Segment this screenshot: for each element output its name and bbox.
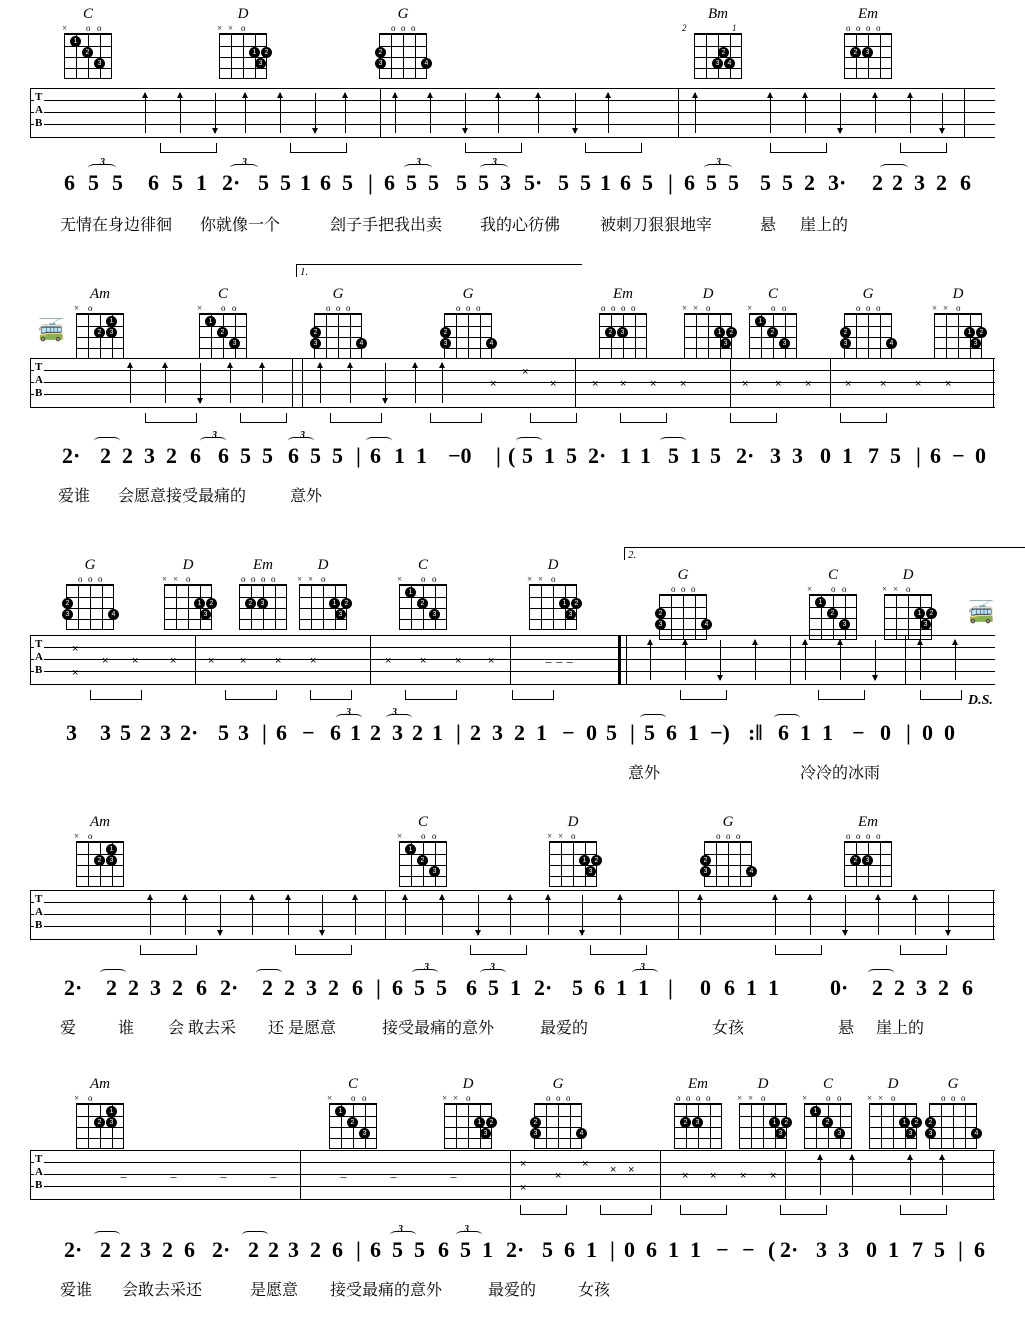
- chord-grid: 1 2 3: [804, 1103, 852, 1149]
- chord-diagram: [735, 1076, 791, 1149]
- chord-string-marks: o o o: [856, 303, 881, 313]
- chord-grid: 2 3 4: [66, 584, 114, 630]
- chord-grid: 1 2 3: [444, 1103, 492, 1149]
- chord-diagram: [325, 1076, 381, 1149]
- system-5: Am × o 1 2 3 C × o o 1 2 3 D × × o 1 2 3 G o o o 2 3 4 Em o o o o 2 3 D × × o 1 2 3 C × o o 1 2 3 D × × o 1 2 3 G o o o 2 3 4 T A B − − − − − − − × × × × × × × × × × 2· 2 2 3 2 6 2· 2 2 3 2 6 | 6 5 5 6 5 1 2· 5 6 1 | 0 6 1 1 − − ( 2· 3 3 0 1 7 5 | 3 3 6 爱谁 会敢去采还 是愿意 接受最痛的意外 最爱的 女孩: [0, 1062, 1025, 1318]
- chord-diagram: [395, 814, 451, 887]
- volta-label: 1.: [300, 266, 309, 278]
- chord-name: G: [84, 557, 96, 573]
- tab-clef-label: T A B: [35, 361, 43, 399]
- chord-grid: 1 2 3: [399, 841, 447, 887]
- chord-string-marks: × × o: [162, 574, 191, 584]
- chord-string-marks: × × o: [297, 574, 326, 584]
- chord-diagram: [440, 286, 496, 359]
- chord-name: C: [827, 567, 838, 583]
- chord-diagram: [310, 286, 366, 359]
- segno-sign: 🚎: [968, 600, 995, 624]
- chord-string-marks: × o o: [197, 303, 237, 313]
- chord-string-marks: × o: [74, 303, 93, 313]
- chord-diagram: [72, 286, 128, 359]
- chord-string-marks: × o o: [327, 1093, 367, 1103]
- chord-grid: 2 3: [674, 1103, 722, 1149]
- chord-name: G: [862, 286, 874, 302]
- chord-diagram: [655, 567, 711, 640]
- chord-grid: 1 2 3: [809, 594, 857, 640]
- chord-diagram: [395, 557, 451, 630]
- chord-diagram: [72, 814, 128, 887]
- chord-grid: 2 3 4: [444, 313, 492, 359]
- chord-diagram: [800, 1076, 856, 1149]
- chord-string-marks: × × o: [682, 303, 711, 313]
- chord-string-marks: o o o: [546, 1093, 571, 1103]
- chord-name: Em: [688, 1076, 708, 1092]
- tab-clef-label: T A B: [35, 91, 43, 129]
- chord-diagram: [545, 814, 601, 887]
- chord-name: Am: [90, 1076, 110, 1092]
- chord-name: C: [822, 1076, 833, 1092]
- volta-bracket-1: [296, 264, 582, 277]
- chord-name: C: [417, 814, 428, 830]
- chord-string-marks: × o: [74, 1093, 93, 1103]
- chord-grid: 1 2 3: [549, 841, 597, 887]
- chord-grid: 1 2 3: [869, 1103, 917, 1149]
- chord-diagram: [840, 6, 896, 79]
- chord-string-marks: × o o: [62, 23, 102, 33]
- chord-string-marks: o o o: [941, 1093, 966, 1103]
- chord-grid: 2 3: [844, 33, 892, 79]
- system-4: Am × o 1 2 3 C × o o 1 2 3 D × × o 1 2 3 G o o o 2 3 4 Em o o o o 2 3 T A B 2· 2 2 3 2 6 2· 2 2 3 2 6 | 6 5 5 6 5 1 2· 5 6 1 1 | 0 6 1 1 0· 2 2 3 2 6 3 3 3 爱 谁 会 敢去采 还 是愿意 接受最痛的意外 最爱的 女孩 悬 崖上的: [0, 800, 1025, 1060]
- chord-diagram: [745, 286, 801, 359]
- chord-grid: 3 4 2: [694, 33, 742, 79]
- chord-grid: 1 2 3: [749, 313, 797, 359]
- chord-diagram: [235, 557, 291, 630]
- chord-grid: 1 2 3: [529, 584, 577, 630]
- chord-name: Em: [858, 814, 878, 830]
- chord-diagram: [880, 567, 936, 640]
- chord-diagram: [375, 6, 431, 79]
- chord-grid: 1 2 3: [219, 33, 267, 79]
- chord-diagram: [930, 286, 986, 359]
- chord-name: G: [677, 567, 689, 583]
- chord-string-marks: × × o: [737, 1093, 766, 1103]
- chord-diagram: [680, 286, 736, 359]
- tab-staff: T A B − − − − − − − × × × × × × × × × ×: [30, 1150, 995, 1200]
- tab-clef-label: T A B: [35, 1153, 43, 1191]
- chord-name: G: [722, 814, 734, 830]
- chord-name: D: [182, 557, 194, 573]
- chord-diagram: [595, 286, 651, 359]
- chord-name: Em: [858, 6, 878, 22]
- chord-string-marks: o o o: [326, 303, 351, 313]
- chord-diagram: [62, 557, 118, 630]
- chord-string-marks: × o o: [397, 574, 437, 584]
- chord-grid: 1 2 3: [684, 313, 732, 359]
- chord-grid: 1 2 3: [164, 584, 212, 630]
- chord-name: D: [317, 557, 329, 573]
- chord-string-marks: o o o: [716, 831, 741, 841]
- chord-diagram: [670, 1076, 726, 1149]
- chord-grid: 1 2 3: [64, 33, 112, 79]
- chord-grid: 2 3 4: [314, 313, 362, 359]
- chord-string-marks: o o o: [456, 303, 481, 313]
- tab-staff: [30, 88, 995, 138]
- chord-string-marks: × × o: [867, 1093, 896, 1103]
- chord-name: D: [757, 1076, 769, 1092]
- chord-name: Em: [613, 286, 633, 302]
- chord-grid: 1 2 3: [934, 313, 982, 359]
- chord-diagram: [840, 814, 896, 887]
- chord-name: G: [332, 286, 344, 302]
- chord-grid: 2 3 4: [929, 1103, 977, 1149]
- chord-name: G: [552, 1076, 564, 1092]
- chord-string-marks: × o: [74, 831, 93, 841]
- chord-string-marks: o o o: [671, 584, 696, 594]
- chord-grid: 2 3 4: [534, 1103, 582, 1149]
- chord-grid: 1 2 3: [399, 584, 447, 630]
- chord-string-marks: o o o: [391, 23, 416, 33]
- chord-diagram: [195, 286, 251, 359]
- chord-grid: 1 2 3: [329, 1103, 377, 1149]
- system-2: 1. 🚎 Am × o 1 2 3 C × o o 1 2 3 G o o o 2 3 4 G o o o 2 3 4 Em o o o o 2 3 D × × o 1 2 3 C × o o 1 2 3 G o o o 2 3 4 D × × o 1 2 3 T A B × × × × × × × × × × × × × × 2· 2 2 3 2 6 6 5 5 6 5 5 | 6 1 1 −0 | ( 5 1 5 2· 1 1 5 1 5 2· 3 3 0 1 7 5 | 6 − 3 3 0 爱谁 会愿意接受最痛的 意外: [0, 258, 1025, 513]
- chord-name: C: [217, 286, 228, 302]
- chord-name: D: [462, 1076, 474, 1092]
- tab-staff: T A B × × × × × × × × × × × × × − − −: [30, 635, 995, 685]
- chord-diagram: [160, 557, 216, 630]
- chord-diagram: [215, 6, 271, 79]
- ds-marking: D.S.: [968, 693, 993, 708]
- chord-string-marks: × × o: [882, 584, 911, 594]
- chord-diagram: [700, 814, 756, 887]
- chord-string-marks: o o o o: [601, 303, 636, 313]
- chord-string-marks: o o o: [78, 574, 103, 584]
- chord-string-marks: × × o: [547, 831, 576, 841]
- chord-grid: 1 2 3: [739, 1103, 787, 1149]
- chord-grid: 2 3 4: [379, 33, 427, 79]
- chord-diagram: [72, 1076, 128, 1149]
- chord-string-marks: × o o: [747, 303, 787, 313]
- chord-diagram: [682, 6, 746, 79]
- chord-name: G: [947, 1076, 959, 1092]
- chord-name: Am: [90, 814, 110, 830]
- chord-name: D: [237, 6, 249, 22]
- chord-grid: 1 2 3: [884, 594, 932, 640]
- tab-clef-label: T A B: [35, 638, 43, 676]
- chord-string-marks: × o o: [397, 831, 437, 841]
- chord-name: D: [887, 1076, 899, 1092]
- chord-name: Em: [253, 557, 273, 573]
- chord-diagram: [865, 1076, 921, 1149]
- chord-grid: 1 2 3: [76, 313, 124, 359]
- chord-name: C: [417, 557, 428, 573]
- chord-name: C: [767, 286, 778, 302]
- chord-grid: 1 2 3: [299, 584, 347, 630]
- tab-staff: [30, 890, 995, 940]
- system-3: 2. 🚎 D.S. G o o o 2 3 4 D × × o 1 2 3 Em o o o o 2 3 D × × o 1 2 3 C × o o 1 2 3 D × × o 1 2 3 G o o o 2 3 4 C × o o 1 2 3 D × × o 1 2 3 T A B × × × × × × × × × × × × × − − − 3 3 5 2 3 2· 5 3 | 6 − 6 1 2 3 2 1 | 2 3 2 1 − 0 5 | 5 6 1 −) :‖ 6 1 1 − 0 | 3 3 0 0 意外 冷冷的冰雨: [0, 525, 1025, 790]
- chord-diagram: [925, 1076, 981, 1149]
- chord-grid: 2 3: [844, 841, 892, 887]
- segno-sign: 🚎: [38, 318, 65, 342]
- chord-string-marks: o o o o: [846, 831, 881, 841]
- chord-grid: 1 2 3: [199, 313, 247, 359]
- chord-diagram: [440, 1076, 496, 1149]
- chord-string-marks: × o o: [802, 1093, 842, 1103]
- tab-staff: T A B × × × × × × × × × × × × × ×: [30, 358, 995, 408]
- chord-grid: 2 3: [239, 584, 287, 630]
- chord-name: C: [82, 6, 93, 22]
- system-1: C × o o 1 2 3 D × × o 1 2 3 G o o o 2 3 4 Bm 2 1 3 4 2 Em o o o o 2 3 T A B 6 5 5 6 5 1 2· 5 5 1 6 5 | 6 5 5 5 5 3 5· 5 5 1 6 5 | 6 5 5 5 5 2 3· 2 2 3 2 6 3 3 3 3 3 无情在身边徘徊 你就像一个 刽子手把我出卖 我的心彷佛 被刺刀狠狠地宰 悬 崖上的: [0, 0, 1025, 250]
- chord-name: Am: [90, 286, 110, 302]
- chord-name: Bm: [708, 6, 728, 22]
- volta-bracket-2: [624, 547, 1025, 560]
- chord-diagram: [805, 567, 861, 640]
- chord-name: D: [952, 286, 964, 302]
- chord-string-marks: o o o o: [241, 574, 276, 584]
- tab-clef-label: T A B: [35, 893, 43, 931]
- chord-string-marks: × × o: [442, 1093, 471, 1103]
- chord-name: D: [567, 814, 579, 830]
- chord-name: D: [547, 557, 559, 573]
- chord-string-marks: × × o: [217, 23, 246, 33]
- chord-grid: 2 3 4: [704, 841, 752, 887]
- volta-label: 2.: [628, 549, 637, 561]
- chord-grid: 2 3 4: [659, 594, 707, 640]
- chord-name: D: [702, 286, 714, 302]
- chord-string-marks: × × o: [527, 574, 556, 584]
- chord-grid: 2 3 4: [844, 313, 892, 359]
- chord-diagram: [840, 286, 896, 359]
- chord-name: G: [397, 6, 409, 22]
- chord-string-marks: o o o o: [846, 23, 881, 33]
- chord-string-marks: × × o: [932, 303, 961, 313]
- chord-diagram: [60, 6, 116, 79]
- chord-grid: 1 2 3: [76, 841, 124, 887]
- chord-string-marks: × o o: [807, 584, 847, 594]
- chord-diagram: [525, 557, 581, 630]
- chord-name: D: [902, 567, 914, 583]
- chord-string-marks: o o o o: [676, 1093, 711, 1103]
- chord-grid: 1 2 3: [76, 1103, 124, 1149]
- chord-grid: 2 3: [599, 313, 647, 359]
- chord-string-marks: 2 1: [682, 23, 737, 33]
- chord-diagram: [295, 557, 351, 630]
- chord-diagram: [530, 1076, 586, 1149]
- chord-name: G: [462, 286, 474, 302]
- chord-name: C: [347, 1076, 358, 1092]
